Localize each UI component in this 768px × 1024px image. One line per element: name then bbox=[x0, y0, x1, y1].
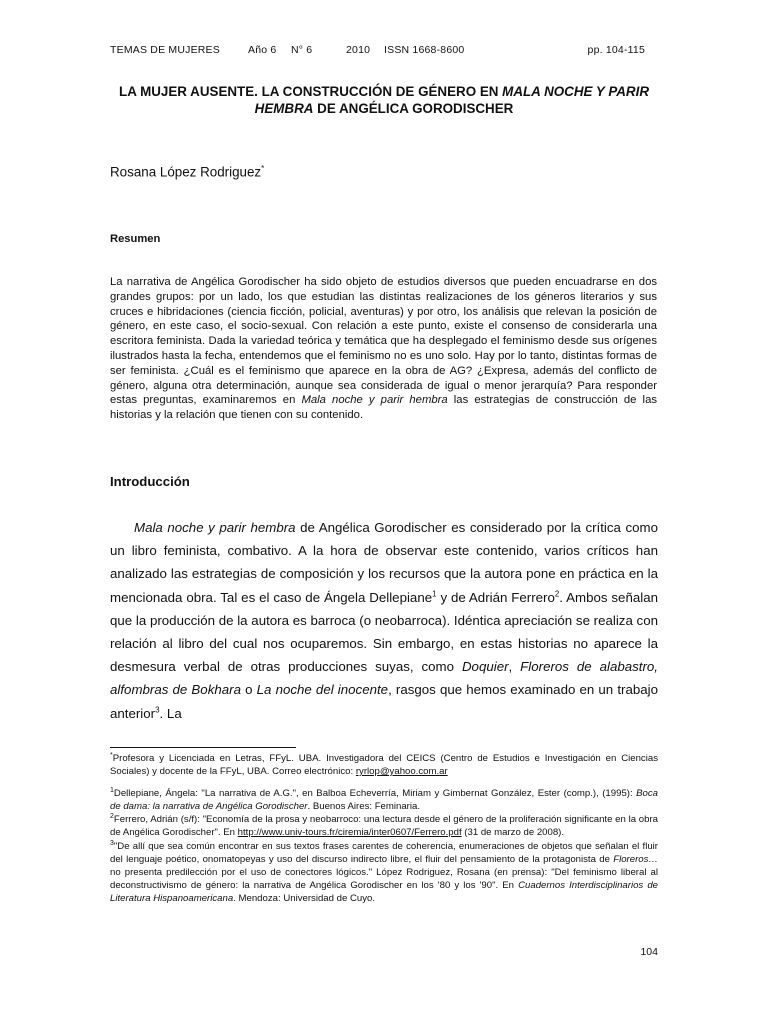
running-header bbox=[110, 44, 645, 60]
title-part: LA MUJER AUSENTE. LA CONSTRUCCIÓN DE GÉNERO EN bbox=[119, 84, 503, 99]
author-name: Rosana López Rodriguez bbox=[110, 164, 262, 180]
introduction-text bbox=[110, 516, 658, 725]
section-heading-introduction: Introducción bbox=[110, 474, 190, 489]
footnote-url-link[interactable]: http://www.univ-tours.fr/ciremia/inter0607/Ferrero.pdf bbox=[237, 827, 462, 839]
text-run: , bbox=[508, 659, 521, 675]
paragraph bbox=[110, 516, 658, 725]
work-title: Doquier bbox=[461, 659, 509, 675]
footnote-text: Profesora y Licenciada en Letras, FFyL. UBA. Investigadora del CEICS (Centro de Estudios e Investigación en Ciencias Sociales) y docente de la FFyL, UBA. Correo electrónico: bbox=[110, 753, 658, 778]
footnote-text: (31 de marzo de 2008). bbox=[461, 827, 565, 839]
author-line bbox=[110, 164, 264, 179]
title-italic: MALA NOCHE Y PARIR HEMBRA bbox=[254, 84, 649, 116]
journal-year: Año 6 bbox=[248, 44, 277, 56]
journal-number: N° 6 bbox=[291, 44, 313, 56]
footnotes bbox=[110, 752, 658, 905]
text-run: o bbox=[240, 682, 257, 698]
work-title: La noche del inocente bbox=[256, 682, 389, 698]
title-part: DE ANGÉLICA GORODISCHER bbox=[313, 100, 514, 116]
footnote-mark: 1 bbox=[110, 787, 114, 794]
text-run: . La bbox=[159, 705, 182, 721]
abstract-heading: Resumen bbox=[110, 233, 161, 245]
abstract-text-part: La narrativa de Angélica Gorodischer ha sido objeto de estudios diversos que pueden encuadrarse en dos grandes grupos: por un lado, los que estudian las distintas realizaciones de los géneros literarios y sus cruces e hibridaciones (ciencia ficción, policial, aventuras) y por otro, los análisis que relevan la posición de género, en este caso, el socio-sexual. Con relación a este punto, existe el consenso de considerarla una escritora feminista. Dada la variedad teórica y temática que ha desplegado el feminismo desde sus orígenes ilustrados hasta la fecha, entendemos que el feminismo no es uno solo. Hay por lo tanto, distintas formas de ser feminista. ¿Cuál es el feminismo que aparece en la obra de AG? ¿Expresa, además del conflicto de género, alguna otra determinación, aunque sea considerada de igual o menor jerarquía? Para responder estas preguntas, examinaremos en bbox=[110, 276, 657, 407]
footnote-text: . Buenos Aires: Feminaria. bbox=[307, 801, 421, 813]
footnote-author bbox=[110, 752, 658, 778]
page-range: pp. 104-115 bbox=[587, 44, 645, 56]
email-link[interactable]: ryrlop@yahoo.com.ar bbox=[355, 766, 448, 778]
footnote-divider bbox=[110, 747, 296, 748]
footnote-mark: * bbox=[110, 751, 113, 759]
journal-issn: ISSN 1668-8600 bbox=[384, 44, 465, 56]
footnote-mark: 2 bbox=[110, 813, 114, 821]
page-number: 104 bbox=[640, 946, 658, 958]
footnote-italic: Floreros… bbox=[613, 853, 658, 865]
footnote-ref[interactable]: 1 bbox=[432, 589, 437, 599]
footnote-text: Ferrero, Adrián (s/f): "Economía de la prosa y neobarroco: una lectura desde el género de la proliferación significante en la obra de Angélica Gorodischer". En bbox=[110, 814, 658, 839]
text-run: . Ambos señalan que la producción de la autora es barroca (o neobarroca). Idéntica apreciación se realiza con relación al libro del cual nos ocuparemos. Sin embargo, en estas historias no aparece la desmesura verbal de otras producciones suyas, como bbox=[110, 589, 658, 675]
footnote-ref[interactable]: 3 bbox=[155, 705, 160, 715]
footnote-text: . Mendoza: Universidad de Cuyo. bbox=[233, 892, 376, 904]
journal-name: TEMAS DE MUJERES bbox=[110, 44, 220, 56]
footnote-italic: Boca de dama: la narrativa de Angélica Gorodischer bbox=[110, 788, 658, 813]
book-title: Mala noche y parir hembra bbox=[134, 520, 296, 535]
text-run: de Angélica Gorodischer es considerado por la crítica como un libro feminista, combativo. A la hora de observar este contenido, varios críticos han analizado las estrategias de composición y los recursos que la autora pone en práctica en la mencionada obra. Tal es el caso de Ángela Dellepiane bbox=[110, 520, 658, 605]
footnote-2 bbox=[110, 813, 658, 839]
text-run: , rasgos que hemos examinado en un trabajo anterior bbox=[110, 682, 658, 721]
footnote-ref[interactable]: 2 bbox=[554, 589, 560, 599]
work-title: Floreros de alabastro, alfombras de Bokhara bbox=[110, 659, 658, 698]
author-footnote-mark: * bbox=[261, 164, 265, 173]
journal-date: 2010 bbox=[346, 44, 371, 56]
footnote-text: "De allí que sea común encontrar en sus textos frases carentes de coherencia, enumeraciones de objetos que señalan el fluir del lenguaje poético, onomatopeyas y uso del discurso indirecto libre, el fluir del pensamiento de la protagonista de bbox=[110, 840, 658, 865]
abstract-text bbox=[110, 275, 657, 423]
footnote-text: no presenta predilección por el uso de conectores lógicos." López Rodriguez, Rosana (en prensa): "Del feminismo liberal al deconstructivismo de género: la narrativa de Angélica Gorodischer en los '80 y los '90". En bbox=[110, 866, 658, 891]
article-title bbox=[110, 84, 658, 117]
footnote-3 bbox=[110, 840, 658, 905]
abstract-text-part: las estrategias de construcción de las historias y la relación que tienen con su contenido. bbox=[110, 394, 657, 422]
footnote-italic: Cuadernos Interdisciplinarios de Literatura Hispanoamericana bbox=[110, 879, 658, 904]
abstract-italic-title: Mala noche y parir hembra bbox=[301, 394, 448, 407]
footnote-text: Dellepiane, Ángela: "La narrativa de A.G.", en Balboa Echeverría, Miriam y Gimbernat González, Ester (comp.), (1995): bbox=[113, 788, 637, 800]
footnote-1 bbox=[110, 787, 658, 813]
footnote-mark: 3 bbox=[110, 839, 114, 847]
text-run: y de Adrián Ferrero bbox=[436, 589, 555, 605]
